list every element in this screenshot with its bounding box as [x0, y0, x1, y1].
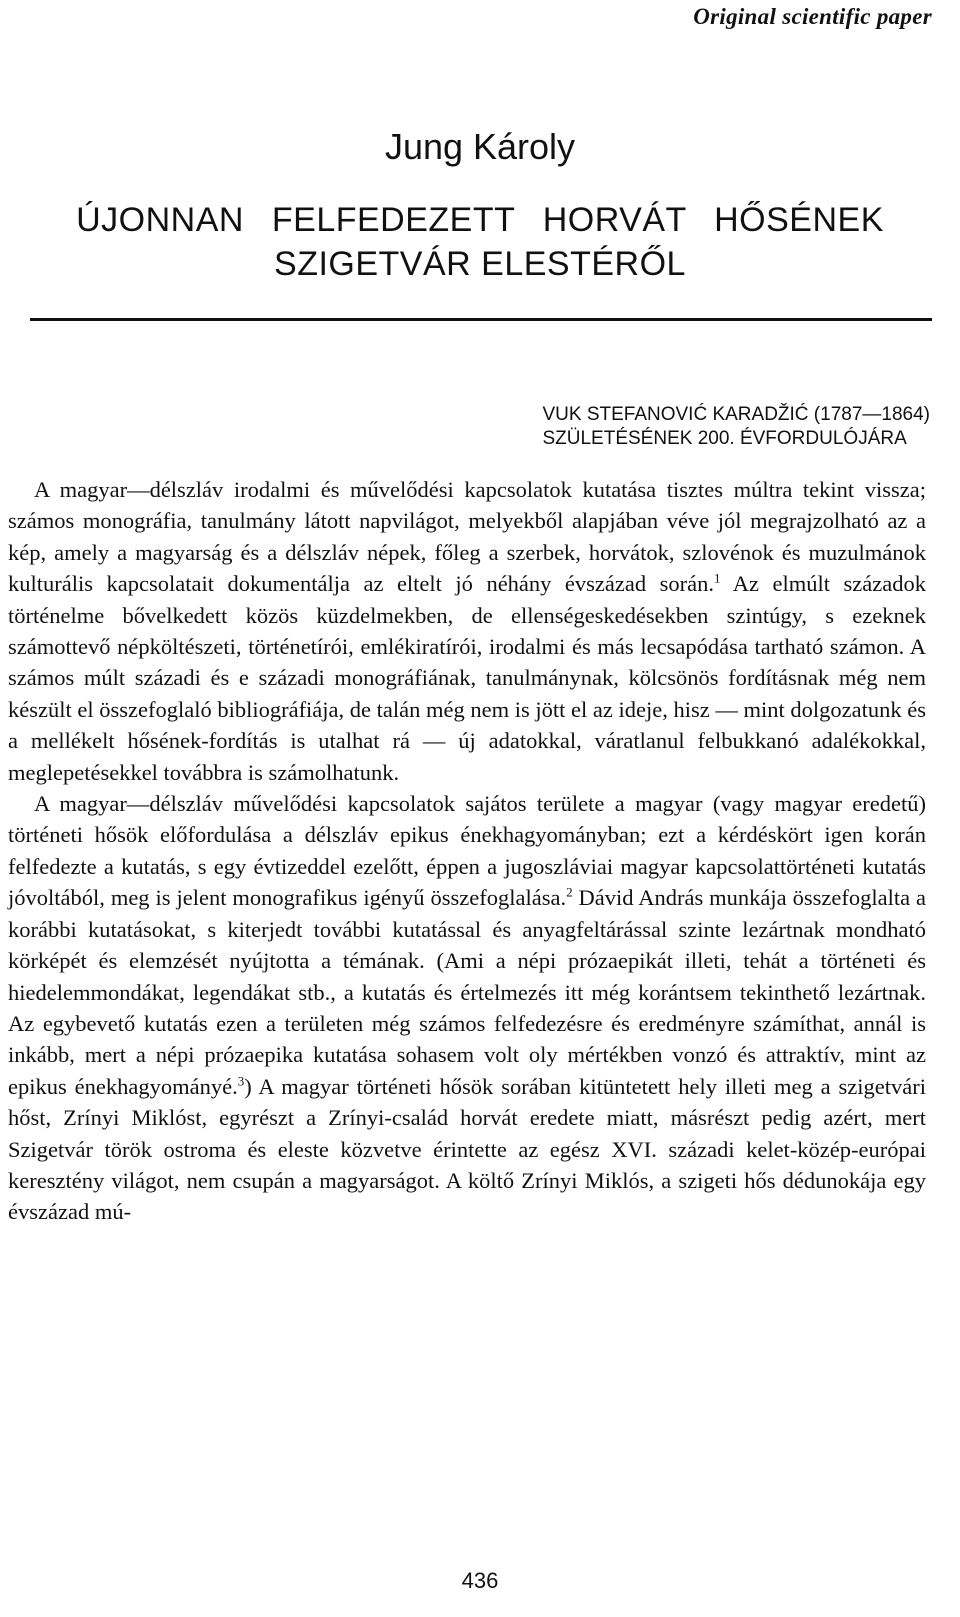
dedication-line-1: VUK STEFANOVIĆ KARADŽIĆ (1787—1864) [542, 404, 930, 425]
author-name: Jung Károly [384, 126, 576, 167]
title-line-2: SZIGETVÁR ELESTÉRŐL [274, 245, 686, 283]
article-body [8, 474, 926, 1228]
section-label: Original scientific paper [693, 4, 932, 29]
footnote-ref-1[interactable]: 1 [714, 570, 721, 586]
paragraph-2-text-b: Dávid András munkája összefoglalta a korábbi kutatásokat, s kiterjedt további kutatással és anyagfeltárással szinte lezártnak mondható körképét és elemzését nyújtotta a témának. (Ami a népi prózaepikát illeti, tehát a történeti és hiedelemmondákat, legendákat stb., a kutatás és értelmezés itt még korántsem tekinthető lezártnak. Az egybevető kutatás ezen a területen még számos felfedezésre és eredményre számíthat, annál is inkább, mert a népi prózaepika kutatása sohasem volt oly mértékben vonzó és attraktív, mint az epikus énekhagyományé. [8, 885, 926, 1099]
dedication-line-2: SZÜLETÉSÉNEK 200. ÉVFORDULÓJÁRA [542, 428, 907, 449]
paragraph-1 [8, 474, 926, 788]
paragraph-2 [8, 788, 926, 1228]
dedication [542, 403, 930, 451]
title-divider [30, 318, 932, 321]
paragraph-2-text-c: ) A magyar történeti hősök sorában kitüntetett hely illeti meg a szigetvári hőst, Zrínyi Miklóst, egyrészt a Zrínyi-család horvát eredete miatt, másrészt pedig azért, mert Szigetvár török ostroma és eleste közvetve érintette az egész XVI. századi kelet-közép-európai keresztény világot, nem csupán a magyarságot. A költő Zrínyi Miklós, a szigeti hős dédunokája egy évszázad mú- [8, 1073, 926, 1225]
paragraph-1-text-b: Az elmúlt századok történelme bővelkedett közös küzdelmekben, de ellenségeskedésekben szintúgy, s ezeknek számottevő népköltészeti, történetírói, emlékiratírói, irodalmi és más lecsapódása tartható számon. A számos múlt századi és e századi monográfiának, tanulmánynak, kölcsönös fordításnak még nem készült el összefoglaló bibliográfiája, de talán még nem is jött el az ideje, hisz — mint dolgozatunk és a mellékelt hősének-fordítás is utalhat rá — új adatokkal, váratlanul felbukkanó adalékokkal, meglepetésekkel továbbra is számolhatunk. [8, 571, 926, 785]
paragraph-2-text-a: A magyar—délszláv művelődési kapcsolatok sajátos területe a magyar (vagy magyar eredetű) történeti hősök előfordulása a délszláv epikus énekhagyományban; ezt a kérdéskört igen korán felfedezte a kutatás, s egy évtizeddel ezelőtt, éppen a jugoszláviai magyar kapcsolattörténeti kutatás jóvoltából, meg is jelent monografikus igényű összefoglalása. [8, 791, 926, 911]
page-number: 436 [461, 1568, 499, 1593]
footnote-ref-2[interactable]: 2 [566, 884, 573, 900]
footnote-ref-3[interactable]: 3 [237, 1073, 245, 1089]
article-title [20, 198, 940, 286]
title-line-1: ÚJONNAN FELFEDEZETT HORVÁT HŐSÉNEK [76, 201, 884, 239]
paragraph-1-text-a: A magyar—délszláv irodalmi és művelődési kapcsolatok kutatása tisztes múltra tekint vissza; számos monográfia, tanulmány látott napvilágot, melyekből alapjában véve jól megrajzolható az a kép, amely a magyarság és a délszláv népek, főleg a szerbek, horvátok, szlovénok és muzulmánok kulturális kapcsolatait dokumentálja az eltelt jó néhány évszázad során. [8, 477, 926, 597]
